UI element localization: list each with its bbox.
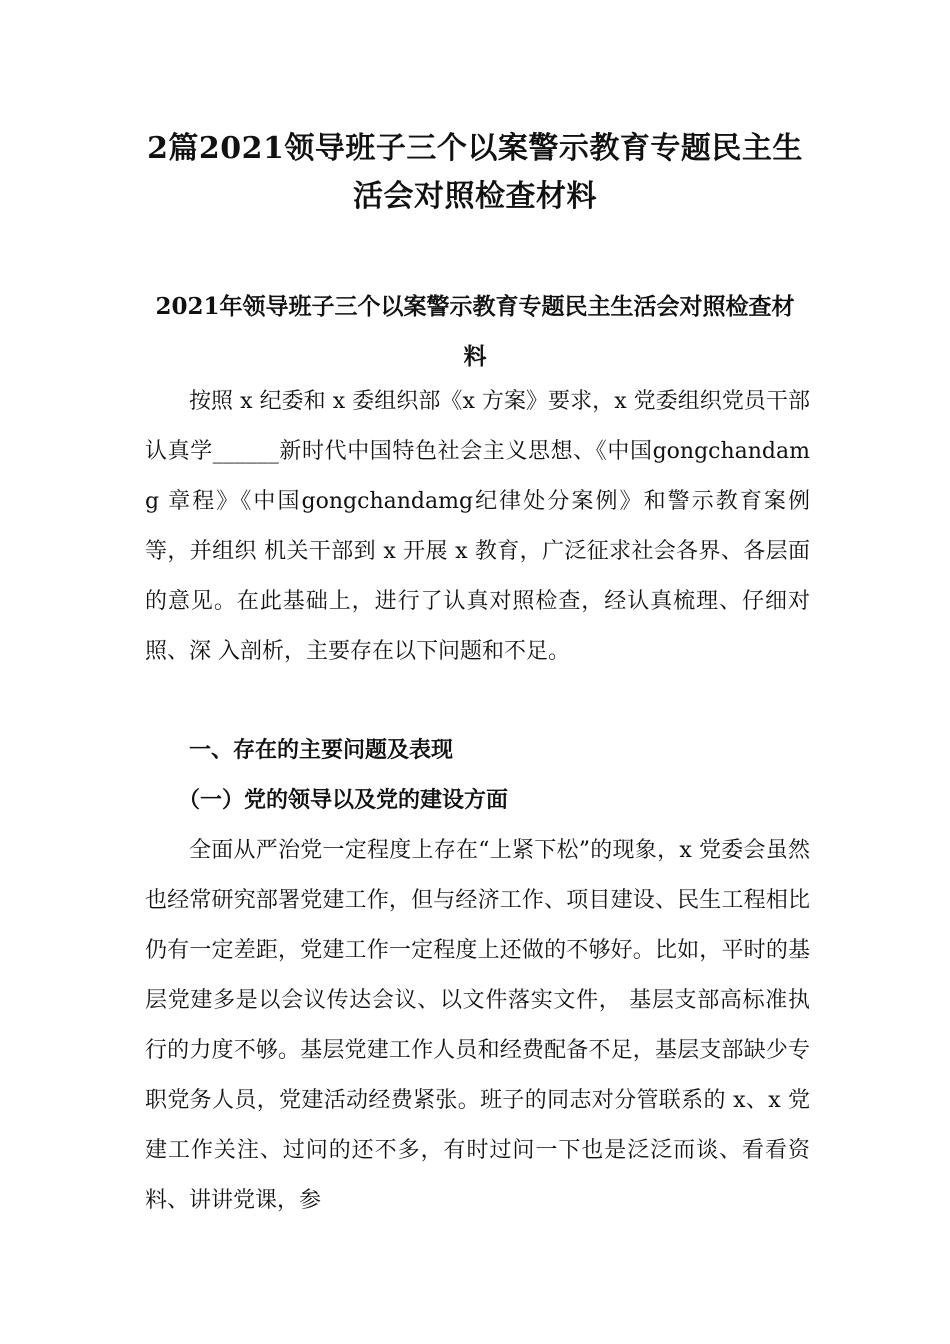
intro-paragraph: 按照 x 纪委和 x 委组织部《x 方案》要求，x 党委组织党员干部认真学______新时代中国特色社会主义思想、《中国gongchandamg 章程》《中国gongchandamg纪律处分案例》和警示教育案例等，并组织 机关干部到 x 开展 x 教育，广泛征求社会各界、各层面的意见。在此基础上，进行了认真对照检查，经认真梳理、仔细对照、深 入剖析，主要存在以下问题和不足。 (145, 389, 810, 664)
heading-main-problems: 一、存在的主要问题及表现 (189, 737, 454, 763)
section-title: 2021年领导班子三个以案警示教育专题民主生活会对照检查材料 (155, 293, 795, 370)
body-paragraph: 全面从严治党一定程度上存在“上紧下松”的现象，x 党委会虽然也经常研究部署党建工作，但与经济工作、项目建设、民生工程相比仍有一定差距，党建工作一定程度上还做的不够好。比如，平时的基层党建多是以会议传达会议、以文件落实文件， 基层支部高标准执行的力度不够。基层党建工作人员和经费配备不足，基层支部缺少专职党务人员，党建活动经费紧张。班子的同志对分管联系的 x、x 党建工作关注、过问的还不多，有时过问一下也是泛泛而谈、看看资料、讲讲党课，参 (145, 838, 810, 1213)
heading-party-leadership: （一）党的领导以及党的建设方面 (178, 787, 509, 813)
document-title: 2篇2021领导班子三个以案警示教育专题民主生活会对照检查材料 (147, 131, 803, 214)
